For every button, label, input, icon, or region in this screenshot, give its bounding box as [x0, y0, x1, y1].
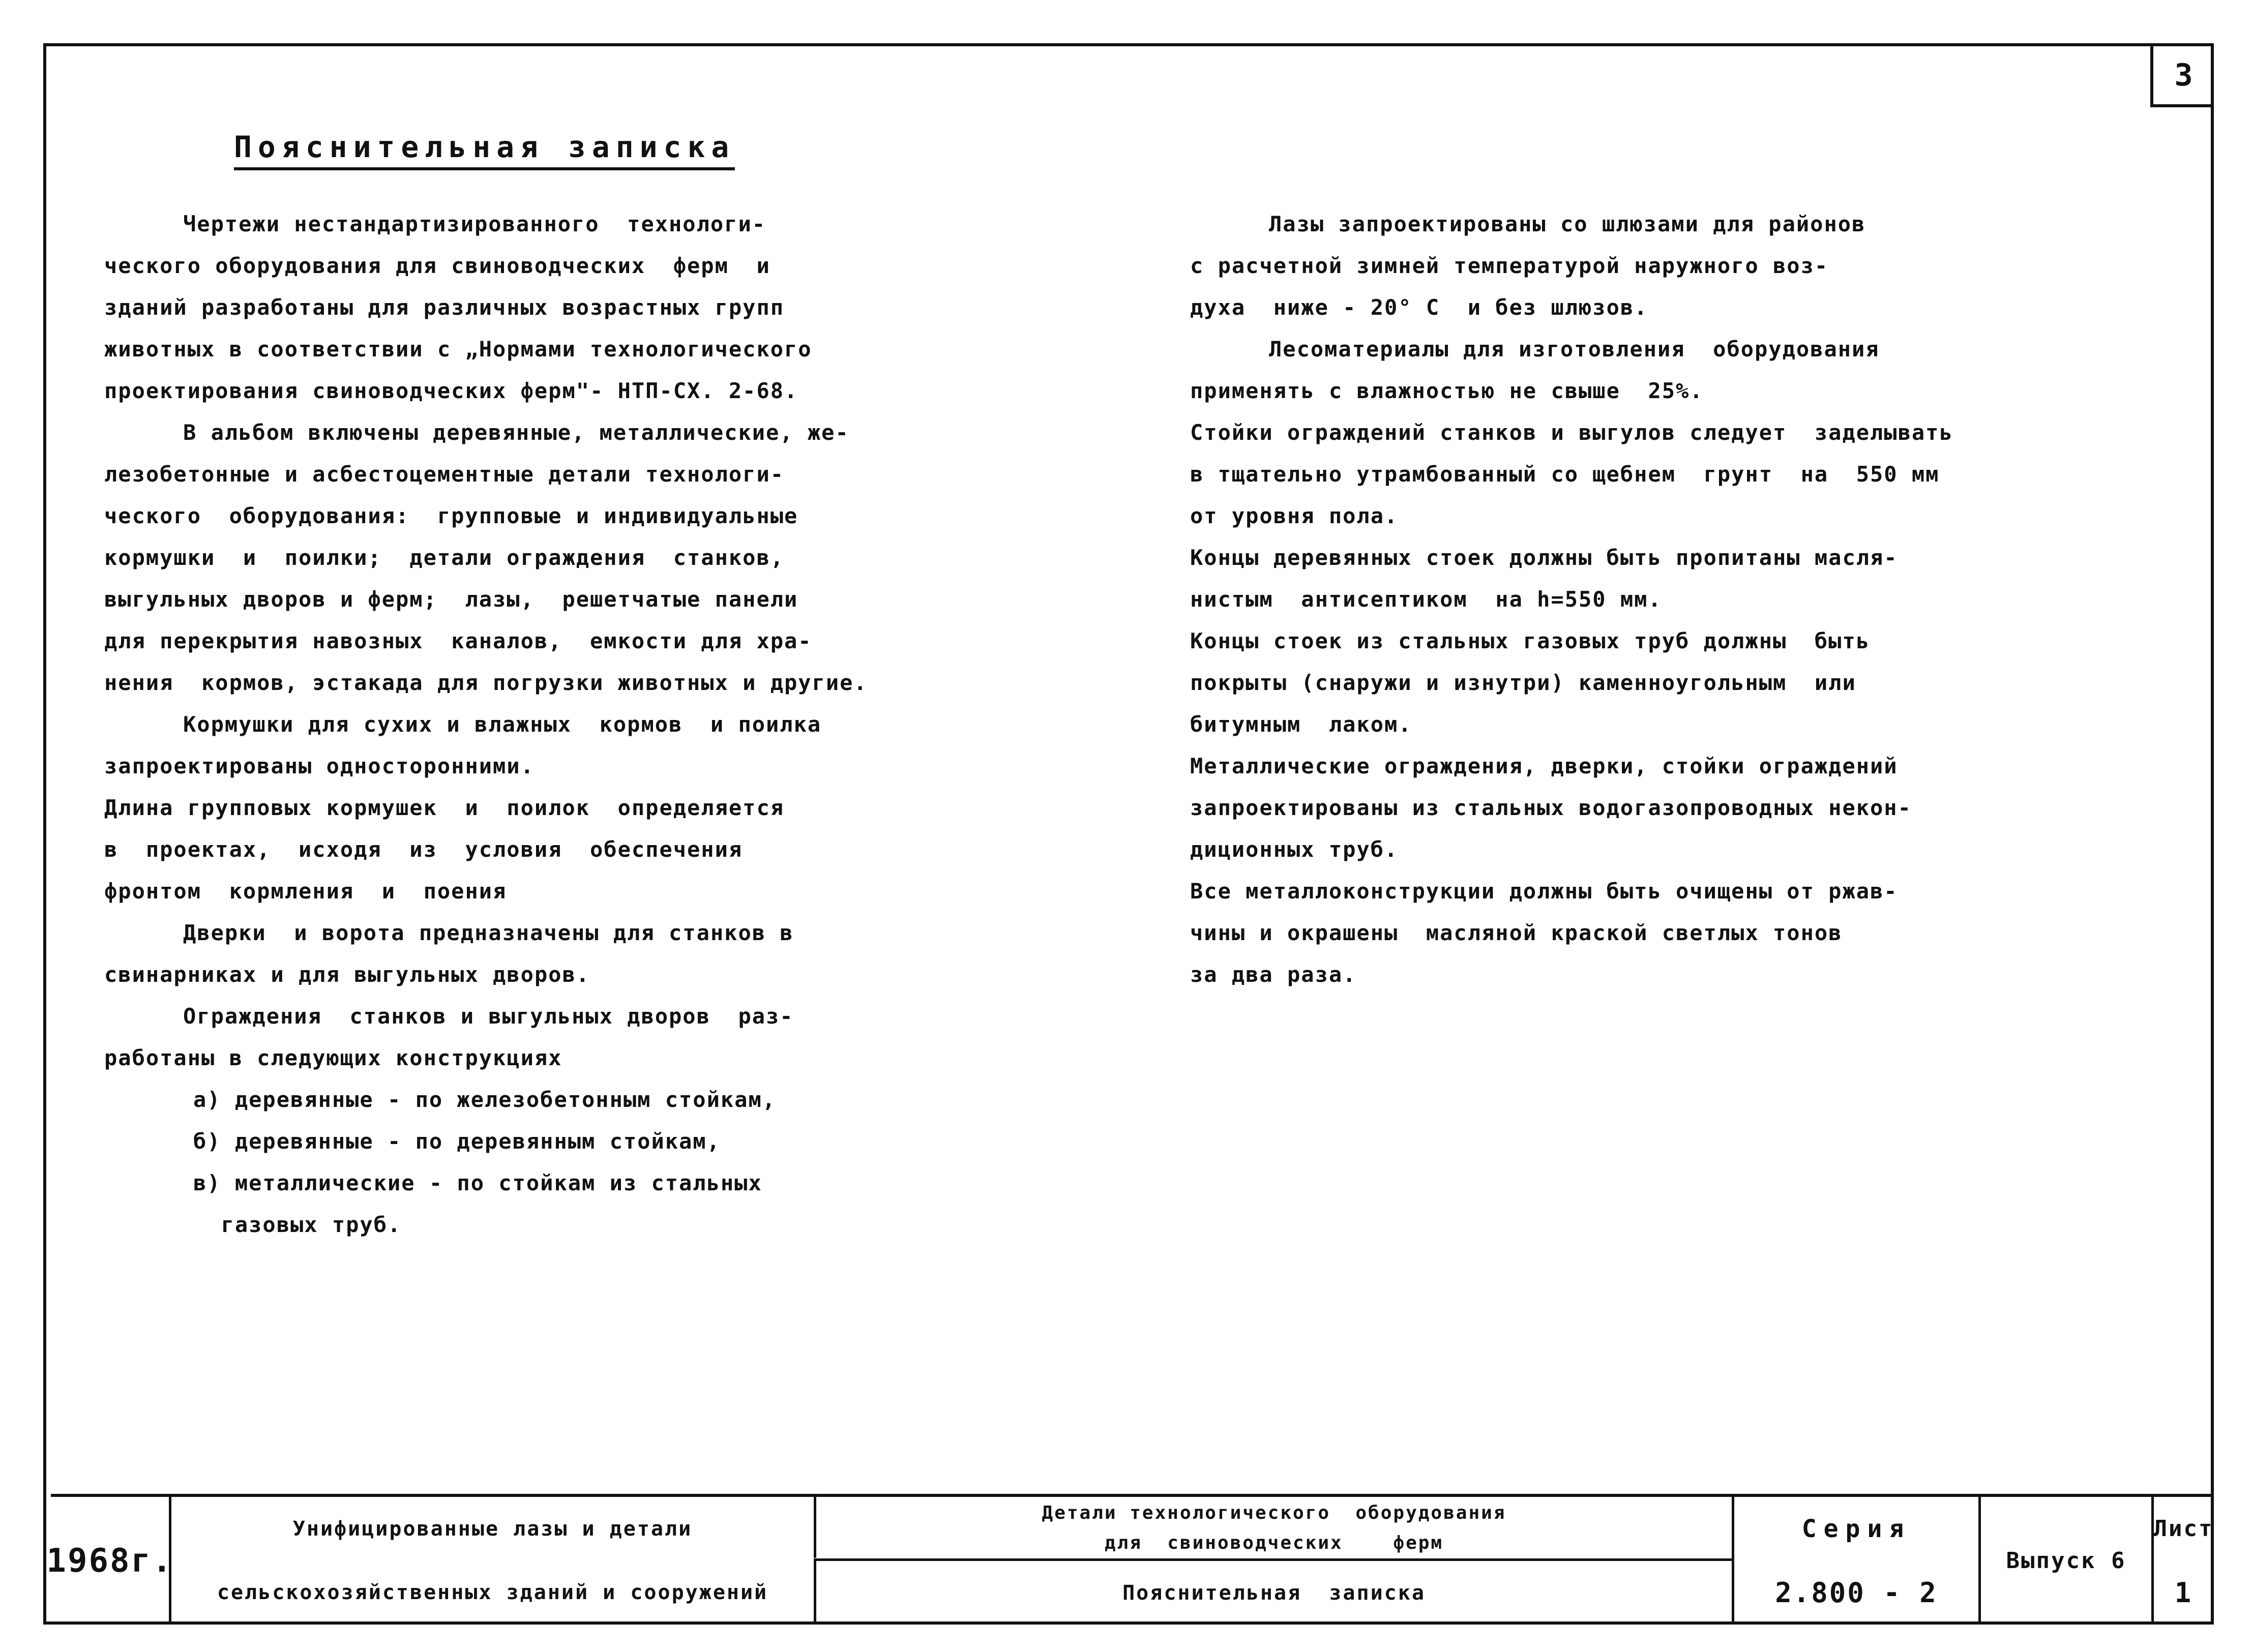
title-block-year: 1968г.: [46, 1542, 173, 1580]
text-line: за два раза.: [1190, 962, 1357, 987]
text-line: запроектированы из стальных водогазопроводных некон-: [1190, 795, 1912, 820]
text-line: Чертежи нестандартизированного технологи-: [183, 212, 766, 236]
title-block-subject-line2: для свиноводческих ферм: [814, 1527, 1732, 1558]
text-line: Металлические ограждения, дверки, стойки ограждений: [1190, 754, 1898, 778]
text-line: б) деревянные - по деревянным стойкам,: [193, 1129, 721, 1154]
text-line: чины и окрашены масляной краской светлых тонов: [1190, 920, 1843, 945]
title-block-series-value: 2.800 - 2: [1732, 1560, 1978, 1625]
page-number: 3: [2150, 46, 2214, 107]
text-line: фронтом кормления и поения: [104, 879, 507, 904]
text-line: Стойки ограждений станков и выгулов следует заделывать: [1190, 420, 1953, 445]
text-line: Лесоматериалы для изготовления оборудования: [1269, 337, 1880, 362]
title-block: [46, 1494, 2214, 1625]
text-line: Кормушки для сухих и влажных кормов и поилка: [183, 712, 822, 737]
text-line: запроектированы односторонними.: [104, 754, 535, 778]
title-block-sheet-name: Пояснительная записка: [814, 1561, 1732, 1625]
text-line: в) металлические - по стойкам из стальных: [193, 1170, 762, 1195]
text-line: в тщательно утрамбованный со щебнем грунт на 550 мм: [1190, 462, 1940, 487]
text-line: нистым антисептиком на h=550 мм.: [1190, 587, 1662, 612]
text-line: Длина групповых кормушек и поилок определяется: [104, 795, 785, 820]
text-line: Ограждения станков и выгульных дворов раз-: [183, 1004, 794, 1029]
text-line: нения кормов, эстакада для погрузки животных и другие.: [104, 670, 868, 695]
text-line: покрыты (снаружи и изнутри) каменноугольным или: [1190, 670, 1856, 695]
text-line: выгульных дворов и ферм; лазы, решетчатые панели: [104, 587, 798, 612]
text-line: с расчетной зимней температурой наружного воз-: [1190, 253, 1829, 278]
title-block-album-title-line2: сельскохозяйственных зданий и сооружений: [169, 1560, 814, 1625]
text-line: применять с влажностью не свыше 25%.: [1190, 378, 1704, 403]
text-line: Лазы запроектированы со шлюзами для районов: [1269, 212, 1866, 236]
page-title: Пояснительная записка: [234, 130, 735, 170]
right-column: [1190, 203, 2202, 996]
title-block-album-title-line1: Унифицированные лазы и детали: [169, 1497, 814, 1560]
text-line: В альбом включены деревянные, металлические, же-: [183, 420, 849, 445]
text-line: для перекрытия навозных каналов, емкости для хра-: [104, 628, 812, 653]
text-line: Концы деревянных стоек должны быть пропитаны масля-: [1190, 545, 1898, 570]
title-block-sheet-label: Лист: [2151, 1497, 2213, 1560]
text-line: духа ниже - 20° С и без шлюзов.: [1190, 295, 1648, 320]
text-line: от уровня пола.: [1190, 503, 1399, 528]
text-line: ческого оборудования для свиноводческих ферм и: [104, 253, 771, 278]
text-line: животных в соответствии с „Нормами технологического: [104, 337, 812, 362]
text-line: Концы стоек из стальных газовых труб должны быть: [1190, 628, 1871, 653]
title-block-sheet-value: 1: [2151, 1560, 2213, 1625]
text-line: зданий разработаны для различных возрастных групп: [104, 295, 785, 320]
text-line: работаны в следующих конструкциях: [104, 1045, 562, 1070]
title-block-issue: Выпуск 6: [1978, 1497, 2151, 1625]
text-line: свинарниках и для выгульных дворов.: [104, 962, 590, 987]
text-line: Все металлоконструкции должны быть очищены от ржав-: [1190, 879, 1898, 904]
text-line: Дверки и ворота предназначены для станков в: [183, 920, 794, 945]
text-line: битумным лаком.: [1190, 712, 1412, 737]
text-line: диционных труб.: [1190, 837, 1399, 862]
text-line: в проектах, исходя из условия обеспечения: [104, 837, 743, 862]
title-block-series-label: Серия: [1732, 1497, 1978, 1560]
title-block-subject-line1: Детали технологического оборудования: [814, 1497, 1732, 1528]
text-line: ческого оборудования: групповые и индивидуальные: [104, 503, 798, 528]
text-line: газовых труб.: [193, 1212, 402, 1237]
text-line: а) деревянные - по железобетонным стойкам,: [193, 1087, 777, 1112]
text-line: лезобетонные и асбестоцементные детали технологи-: [104, 462, 785, 487]
text-line: проектирования свиноводческих ферм"- НТП-СХ. 2-68.: [104, 378, 798, 403]
text-line: кормушки и поилки; детали ограждения станков,: [104, 545, 785, 570]
left-column: [104, 203, 1081, 1246]
